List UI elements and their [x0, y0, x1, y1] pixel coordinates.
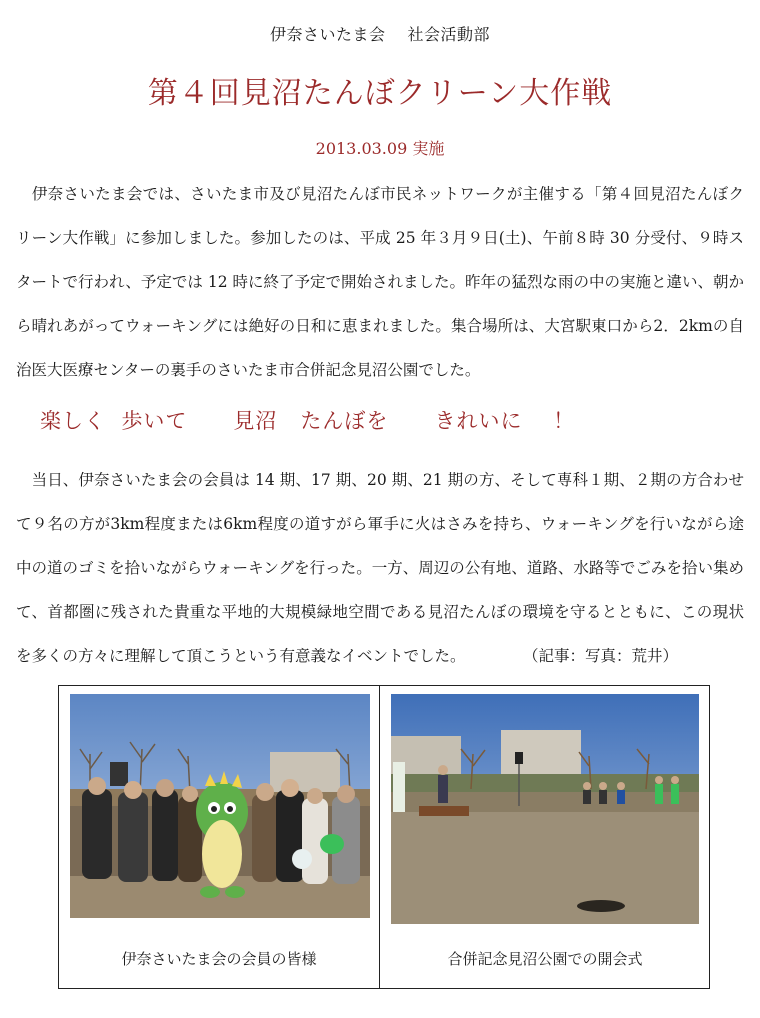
opening-ceremony-photo: [391, 694, 699, 924]
page-title: 第４回見沼たんぼクリーン大作戦: [147, 76, 613, 111]
report-text: 当日、伊奈さいたま会の会員は 14 期、17 期、20 期、21 期の方、そして専科１期、２期の方合わせて９名の方が3km程度または6km程度の道すがら軍手に火はさみを持ち、ウォーキングを行いながら途中の道のゴミを拾いながらウォーキングを行った。一方、周辺の公有地、道路、水路等でごみを拾い集めて、首都圏に残された貴重な平地的大規模緑地空間である見沼たんぼの環境を守るとともに、この現状を多くの方々に理解して頂こうという有意義なイベントでした。: [16, 471, 744, 665]
slogan: 楽しく 歩いて 見沼 たんぼを きれいに ！: [40, 409, 576, 433]
photo-divider: [379, 686, 380, 988]
members-group-photo: [70, 694, 370, 918]
photo-caption-ceremony: 合併記念見沼公園での開会式: [447, 950, 643, 968]
intro-paragraph: 伊奈さいたま会では、さいたま市及び見沼たんぼ市民ネットワークが主催する「第４回見沼たんぼクリーン大作戦」に参加しました。参加したのは、平成 25 年３月９日(土)、午前８時 30 分受付、９時スタートで行われ、予定では 12 時に終了予定で開始されました。昨年の猛烈な雨の中の実施と違い、朝から晴れあがってウォーキングには絶好の日和に恵まれました。集合場所は、大宮駅東口から2．2kmの自治医大医療センターの裏手のさいたま市合併記念見沼公園でした。: [16, 185, 745, 379]
section-header: 伊奈さいたま会 社会活動部: [269, 25, 491, 44]
report-paragraph: [16, 458, 744, 678]
photo-panel: [58, 685, 710, 989]
photo-caption-members: 伊奈さいたま会の会員の皆様: [121, 950, 317, 968]
article-credit: （記事：写真：荒井）: [522, 647, 678, 665]
event-date: 2013.03.09 実施: [315, 139, 445, 158]
